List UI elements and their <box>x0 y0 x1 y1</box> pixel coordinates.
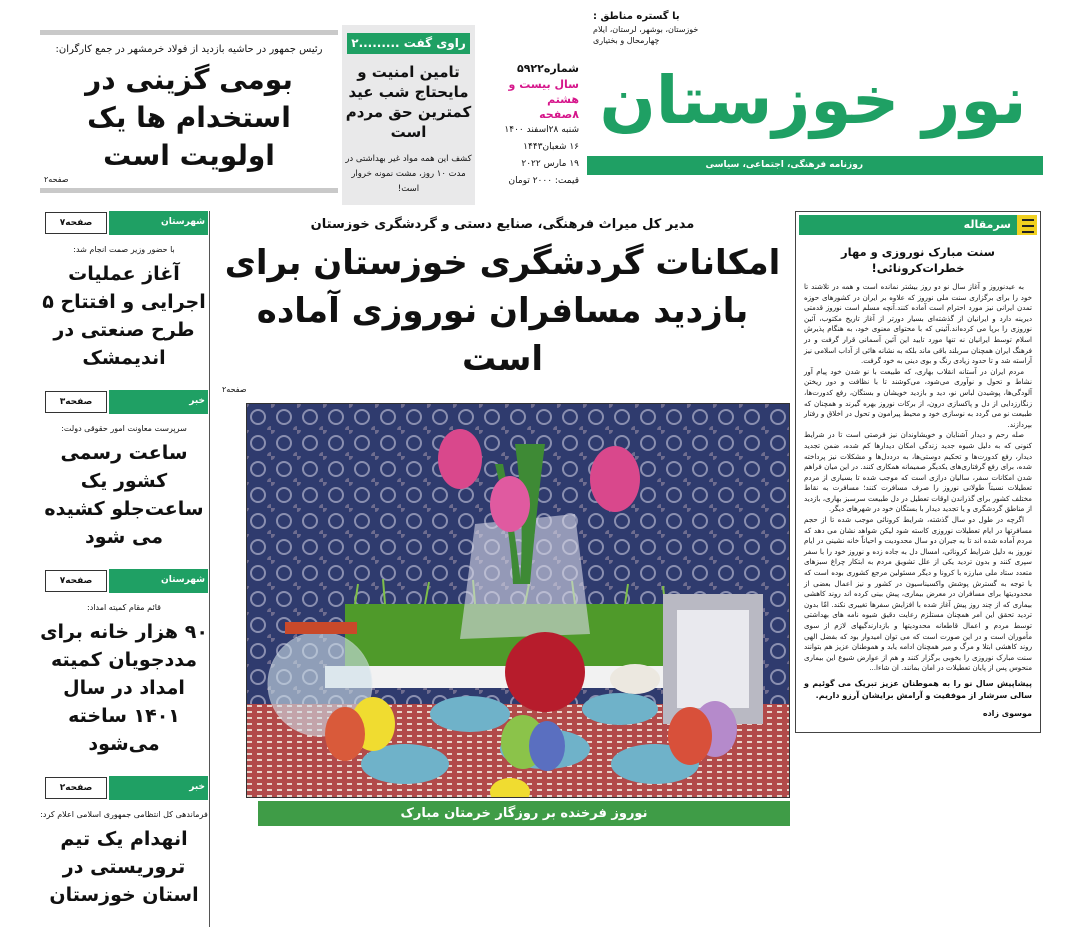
date-gregorian: ۱۹ مارس ۲۰۲۲ <box>521 159 579 169</box>
editorial-icon <box>1017 215 1037 235</box>
lead-story[interactable] <box>40 30 338 193</box>
left-story[interactable] <box>40 211 208 372</box>
lead-kicker: رئیس جمهور در حاشیه بازدید از فولاد خرمشهر در جمع کارگران: <box>55 44 323 55</box>
front-page-top <box>0 0 1066 205</box>
lead-headline[interactable]: بومی گزینی در استخدام ها یک اولویت است <box>85 63 293 172</box>
editorial-paragraph: مردم ایران در آستانه انقلاب بهاری، که طبیعت با نو شدن خود پیام آور نشاط و تحول و نوآوری می‌شود، می‌کوشند تا با نظافت و دور ریختن آلودگی‌ها، پوشیدن لباس نو، دید و بازدید خویشان و بستگان، رفع کدورت‌ها، زنگارزدایی از دل و پاکسازی درون، از برکات نوروز بهره گیرند و همچنان که طبیعت نو می گردد به نوسازی خود و محیط پیرامون و تحول در اخلاق و رفتار بپردازند. <box>804 366 1032 429</box>
left-story[interactable] <box>40 569 208 758</box>
editorial-closing: پیشاپیش سال نو را به هموطنان عزیز تبریک می گوئیم و سالی سرشار از موفقیت و آرامش برایشان آرزو داریم. <box>804 678 1032 700</box>
page-ref: صفحه۲ <box>45 777 107 799</box>
story-headline[interactable]: ساعت رسمی کشور یک ساعت‌جلو کشیده می شود <box>44 442 204 548</box>
masthead <box>583 10 1043 175</box>
section-label: شهرستان <box>109 569 208 593</box>
masthead-subtitle: روزنامه فرهنگی، اجتماعی، سیاسی <box>587 156 1043 175</box>
page-ref: صفحه۷ <box>45 570 107 592</box>
lead-page-ref: صفحه۲ <box>44 175 69 184</box>
left-story[interactable] <box>40 390 208 551</box>
regions <box>583 10 1043 46</box>
editorial-header <box>799 215 1037 235</box>
editorial-label: سرمقاله <box>963 218 1011 231</box>
price: قیمت: ۲۰۰۰ تومان <box>508 176 579 186</box>
main-kicker: مدیر کل میراث فرهنگی، صنایع دستی و گردشگری خوزستان <box>310 217 695 232</box>
regions-title: با گستره مناطق : <box>593 11 680 22</box>
editorial-paragraph: اگرچه در طول دو سال گذشته، شرایط کرونائی موجب شده تا از حجم مسافرتها در ایام تعطیلات نوروزی کاسته شود لیکن شواهد نشان می دهد که مردم آماده شده اند تا به جبران دو سال محدودیت و احیاناً خانه نشینی در ایام نوروز به دلیل شرایط کرونائی، امسال دل به جاده زده و نوروز خود را با سفر سپری کنند و بدون تردید یکی از علل تشویق مردم به ابتکار چراغ سبزهای متعدد ستاد ملی مبارزه با کرونا و دیگر مسئولین مرجع کشوری بوده است که با توجه به گسترش پوشش واکسیناسیون در کشور و نیز اعمال بعضی از محدودیتها برای مسافران در معرض بیماری، پیش بینی کرده اند روند کاهشی بیماری که از چند روز پیش آغاز شده با افزایش سفرها تغییری نکند. امّا بدون تردید تحقق این امر همچنان مستلزم رعایت دقیق شیوه نامه های بهداشتی توسط مردم و اعمال قاطعانه محدودیتها و بازدارندگیهای لازم از سوی مأموران است و در این صورت است که می توان امیدوار بود که بفضل الهی روند کاهشی ابتلا و مرگ و میر همچنان ادامه یابد و هموطنان عزیز هم بتوانند سنت مبارک نوروزی را بخوبی برگزار کنند و هم از عوارض شیوع این بیماری منحوس پس از پایان تعطیلات در امان بمانند. ان شاءا... <box>804 515 1032 673</box>
page-ref: صفحه۳ <box>45 391 107 413</box>
issue-number: شماره۵۹۲۲ <box>516 62 579 75</box>
date-solar: شنبه ۲۸اسفند ۱۴۰۰ <box>504 125 579 135</box>
editorial-paragraph: صله رحم و دیدار آشنایان و خویشاوندان نیز فرصتی است تا در شرایط کنونی که به دلیل شیوه جدید زندگی امکان دیدارها کم شده، ضمن تجدید دیدار، رفع کدورت‌ها و تحکیم دوستی‌ها، به درددل‌ها و مشکلات نیز پرداخته شده، برای رفع گرفتاری‌های یکدیگر صمیمانه همکاری کنند. در این میان فراهم شدن امکانات سفر، سالیان درازی است که موجب شده تا بسیاری از مردم تعطیلات نسبتاً طولانی نوروز را صرف مسافرت کنند؛ مسافرت به نقاط مختلف کشور برای گذراندن اوقات تعطیل در دل طبیعت سرسبز بهاری، بازدید از مناطق گردشگری و یا تجدید دیدار با بستگان خود در شهرهای دیگر. <box>804 430 1032 514</box>
story-headline[interactable]: انهدام یک تیم تروریستی در استان خوزستان <box>49 828 199 906</box>
section-label: خبر <box>109 390 208 414</box>
story-headline[interactable]: ۹۰ هزار خانه برای مددجویان کمیته امداد در سال ۱۴۰۱ ساخته می‌شود <box>40 621 208 755</box>
regions-line: چهارمحال و بختیاری <box>593 36 660 45</box>
editorial[interactable] <box>795 211 1041 733</box>
newspaper-logo: نور خوزستان <box>599 62 1027 139</box>
date-lunar: ۱۶ شعبان۱۴۴۳ <box>523 142 579 152</box>
ravi-sub: کشف این همه مواد غیر بهداشتی در مدت ۱۰ روز، مشت نمونه خروار است! <box>345 154 472 194</box>
column-divider <box>209 211 210 927</box>
regions-line: خوزستان، بوشهر، لرستان، ایلام <box>593 25 699 34</box>
main-headline[interactable]: امکانات گردشگری خوزستان برای بازدید مسافران نوروزی آماده است <box>224 243 781 379</box>
ravi-column[interactable] <box>342 25 475 205</box>
main-page-ref: صفحه۲ <box>222 385 247 394</box>
front-page-body <box>0 205 1066 937</box>
editorial-author: موسوی زاده <box>982 708 1032 718</box>
section-label: خبر <box>109 776 208 800</box>
issue-year: سال بیست و هشتم <box>508 78 579 106</box>
story-headline[interactable]: آغاز عملیات اجرایی و افتتاح ۵ طرح صنعتی در اندیمشک <box>42 263 206 369</box>
photo-caption: نوروز فرخنده بر روزگار خرمتان مبارک <box>258 801 790 826</box>
editorial-title[interactable]: سنت مبارک نوروزی و مهار خطرات‌کرونائی! <box>841 245 995 275</box>
left-story[interactable] <box>40 776 208 909</box>
ravi-headline[interactable]: تامین امنیت و مایحتاج شب عید کمترین حق مردم است <box>345 63 472 141</box>
page-ref: صفحه۷ <box>45 212 107 234</box>
main-story <box>215 211 790 826</box>
issue-pages: ۸صفحه <box>539 108 579 121</box>
ravi-label: راوی گفت .........۲ <box>347 33 470 54</box>
editorial-body <box>796 276 1040 674</box>
issue-info <box>479 60 579 190</box>
story-kicker: سرپرست معاونت امور حقوقی دولت: <box>61 424 187 433</box>
haft-sin-illustration <box>246 404 789 798</box>
left-column <box>40 211 208 927</box>
editorial-paragraph: به عیدنوروز و آغاز سال نو دو روز بیشتر نمانده است و همه در تلاشند تا خود را برای برگزاری سنت ملی نوروز که علاوه بر ایران در کشورهای حوزه تمدن ایرانی نیز مورد احترام است آماده کنند.آنچه مسلم است نوروز قدمتی دیرینه دارد و ایرانیان از گذشته‌ای بسیار دورتر از آغاز تاریخ مکتوب، آئین نوروزی را برپا می کرده‌اند.آئینی که با محتوای معنوی خود، به هنگام پذیرش اسلام توسط ایرانیان نه تنها مورد تایید این آئین آسمانی قرار گرفت و در فرهنگ ایران همچنان سربلند باقی ماند بلکه به نشانه هائی از آداب اسلامی نیز آراسته شد و تا حدود زیادی رنگ و بوی دینی به خود گرفت. <box>804 282 1032 366</box>
story-kicker: قائم مقام کمیته امداد: <box>87 603 161 612</box>
haft-sin-photo <box>246 403 790 798</box>
story-kicker: با حضور وزیر صمت انجام شد: <box>73 245 175 254</box>
story-kicker: فرماندهی کل انتظامی جمهوری اسلامی اعلام کرد: <box>40 810 208 819</box>
section-label: شهرستان <box>109 211 208 235</box>
